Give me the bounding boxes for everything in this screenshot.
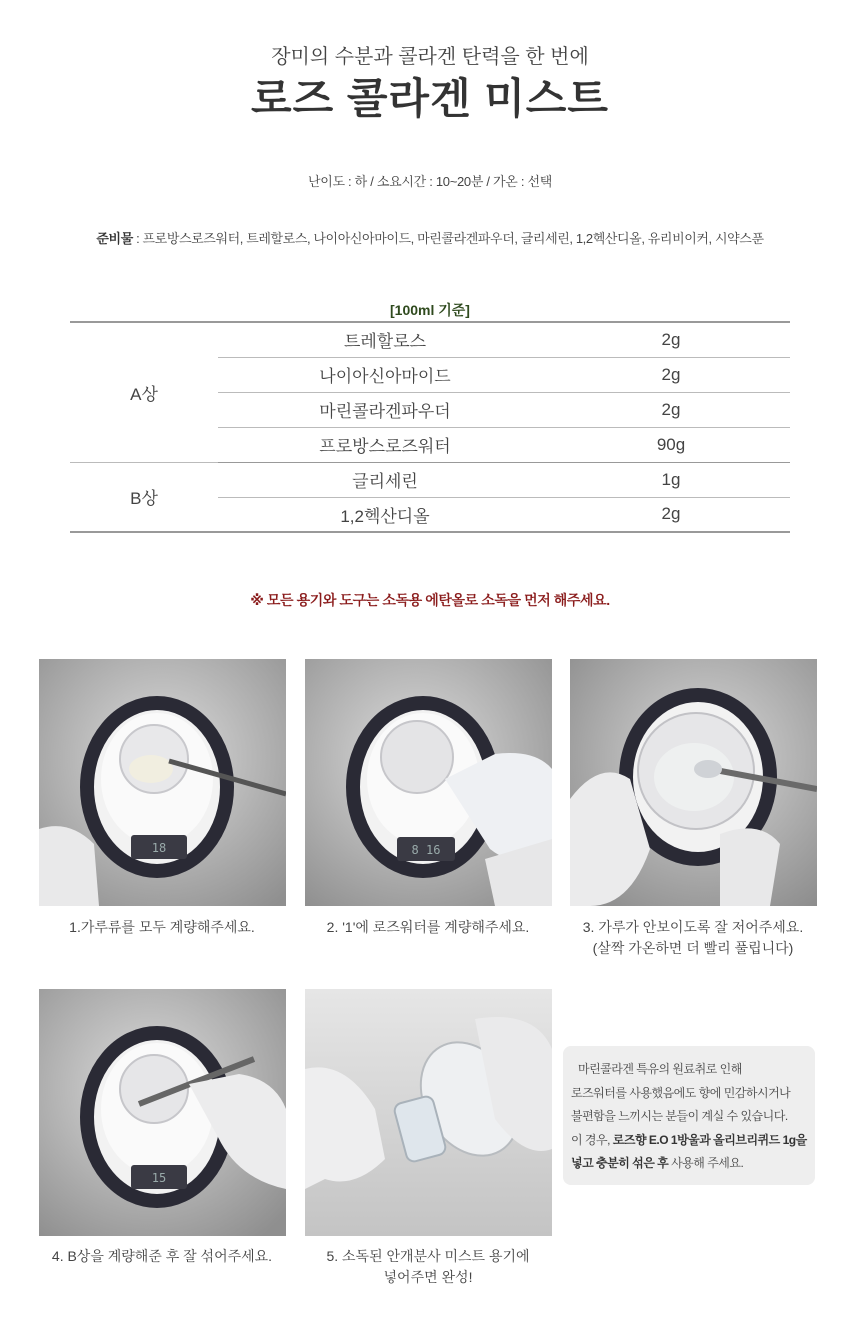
step-3-caption xyxy=(563,917,823,959)
materials-separator: : xyxy=(132,231,143,246)
scale-display-text: 15 xyxy=(151,1171,167,1185)
scale-display-text: 8 16 xyxy=(411,843,441,857)
scale-display-text: 18 xyxy=(151,841,167,855)
step-5-photo xyxy=(305,989,552,1236)
note-line: 로즈워터를 사용했음에도 향에 민감하시거나 xyxy=(571,1085,791,1100)
ingredient-name: 마린콜라겐파우더 xyxy=(218,392,552,427)
scent-tip-note xyxy=(563,1046,815,1185)
ingredient-amount: 2g xyxy=(552,392,790,427)
step-1-photo xyxy=(39,659,286,906)
ingredient-amount: 1g xyxy=(552,462,790,497)
caption-line: 5. 소독된 안개분사 미스트 용기에 xyxy=(326,1248,530,1264)
step-5-caption xyxy=(298,1246,558,1288)
note-text: 이 경우, xyxy=(571,1132,613,1147)
note-text: 사용해 주세요. xyxy=(668,1156,744,1170)
caption-line: 1.가루류를 모두 계량해주세요. xyxy=(69,919,255,935)
note-line: 마린콜라겐 특유의 원료취로 인해 xyxy=(578,1062,742,1076)
step-2-caption xyxy=(298,917,558,938)
sanitize-warning: ※ 모든 용기와 도구는 소독용 에탄올로 소독을 먼저 해주세요. xyxy=(250,592,610,608)
caption-line: 3. 가루가 안보이도록 잘 저어주세요. xyxy=(582,919,804,935)
ingredient-amount: 2g xyxy=(552,357,790,392)
table-row xyxy=(70,462,790,497)
materials-list: 프로방스로즈워터, 트레할로스, 나이아신아마이드, 마린콜라겐파우더, 글리세린, 1,2헥산디올, 유리비이커, 시약스푼 xyxy=(142,231,764,246)
ingredient-amount: 2g xyxy=(661,504,681,524)
step-2-photo xyxy=(305,659,552,906)
ingredient-name: 프로방스로즈워터 xyxy=(218,427,552,462)
materials-line xyxy=(0,228,860,247)
caption-line: 4. B상을 계량해준 후 잘 섞어주세요. xyxy=(51,1248,273,1264)
step-1-caption xyxy=(32,917,292,938)
materials-label: 준비물 xyxy=(96,231,133,246)
note-emphasis: 로즈향 E.O 1방울과 올리브리퀴드 1g을 xyxy=(612,1132,807,1147)
ingredient-amount: 90g xyxy=(552,427,790,462)
note-line xyxy=(571,1129,807,1153)
ingredient-name: 1,2헥산디올 xyxy=(340,506,430,526)
caption-line: 2. '1'에 로즈워터를 계량해주세요. xyxy=(326,919,530,935)
ingredient-name: 트레할로스 xyxy=(218,322,552,357)
ingredient-amount: 2g xyxy=(552,322,790,357)
recipe-table xyxy=(70,321,790,533)
recipe-basis: [100ml 기준] xyxy=(390,302,470,318)
recipe-meta: 난이도 : 하 / 소요시간 : 10~20분 / 가온 : 선택 xyxy=(307,174,553,189)
caption-line: (살짝 가온하면 더 빨리 풀립니다) xyxy=(592,940,794,956)
ingredient-name: 나이아신아마이드 xyxy=(218,357,552,392)
page-subtitle: 장미의 수분과 콜라겐 탄력을 한 번에 xyxy=(271,46,589,68)
phase-a-label: A상 xyxy=(70,322,218,462)
ingredient-name: 글리세린 xyxy=(218,462,552,497)
note-emphasis: 넣고 충분히 섞은 후 xyxy=(571,1156,669,1170)
note-line xyxy=(571,1152,807,1176)
table-row xyxy=(70,322,790,357)
note-line: 불편함을 느끼시는 분들이 계실 수 있습니다. xyxy=(571,1109,788,1123)
step-3-photo xyxy=(570,659,817,906)
page-title: 로즈 콜라겐 미스트 xyxy=(251,75,609,122)
step-4-photo xyxy=(39,989,286,1236)
phase-b-label: B상 xyxy=(130,489,158,509)
step-4-caption xyxy=(32,1246,292,1267)
caption-line: 넣어주면 완성! xyxy=(383,1269,473,1285)
